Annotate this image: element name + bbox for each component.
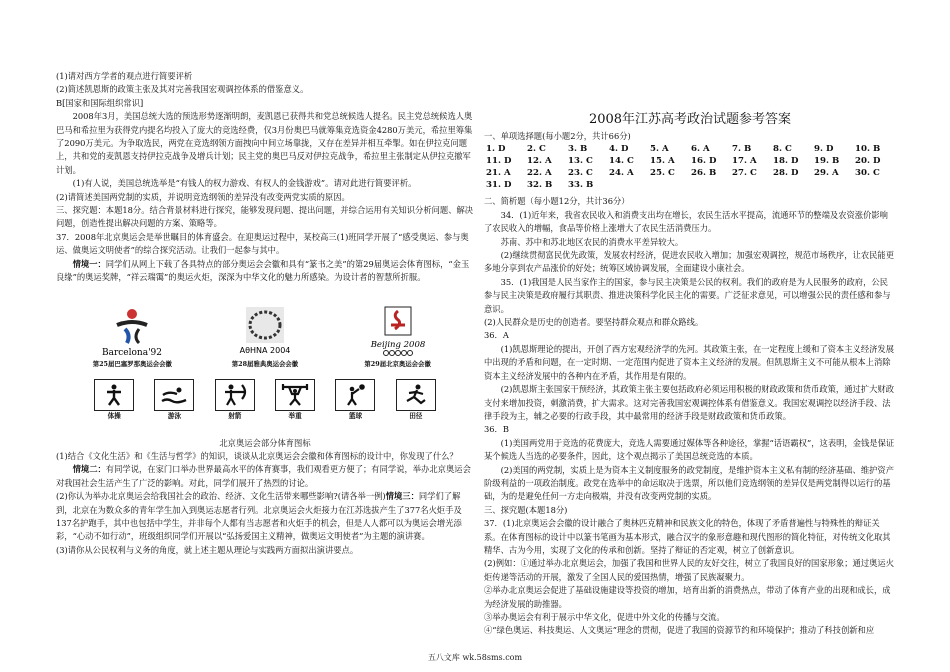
athletics-icon [401,383,431,407]
question-text: 37．2008年北京奥运会是举世瞩目的体育盛会。在迎奥运过程中，某校高三(1)班同学开展了“感受奥运、参与奥运、做奥运文明使者”的综合探究活动。让我们一起参与其中。 [56,231,469,256]
answer-cell: 32. B [527,180,553,191]
answer-cell: 20. D [855,156,881,167]
question-text: (1)结合《文化生活》和《生活与哲学》的知识，谈谈从北京奥运会会徽和体育图标的设计中，你发现了什么？ [56,450,458,461]
answer-cell: 16. D [691,156,717,167]
answer-text: 35．(1)我国是人民当家作主的国家，参与民主决策是公民的权利。我们的政府是为人民服务的政府，公民参与民主决策是政府履行其职责、推进决策科学化民主化的需要。广泛征求意见，可以增强公民的责任感和参与意识。 [484,276,891,314]
pictogram-basketball: 篮球 [335,379,375,421]
pictogram-gymnastics: 体操 [94,379,134,421]
answer-cell: 29. A [814,168,839,179]
answer-text: (1)美国两党用于竞选的花费庞大，竞选人需要通过媒体等各种途径，掌握“话语霸权”，这表明，金钱是保证某个候选人当选的必要条件，因此，这个观点揭示了美国总统竞选的本质。 [484,437,895,462]
answer-cell: 24. A [609,168,634,179]
pictogram-athletics: 田径 [396,379,436,421]
question-text: (3)请你从公民权利与义务的角度，就上述主题从理论与实践两方面拟出演讲要点。 [56,544,359,555]
beijing-emblem [353,305,443,369]
answer-text: (2)继续贯彻富民优先政策，发展农村经济，促进农民收入增加；加强宏观调控，规范市场秩序，让农民能更多地分享到农产品涨价的好处；统筹区域协调发展，全面建设小康社会。 [484,250,895,274]
answer-cell: 30. C [855,168,880,179]
emblem-caption: 第28届雅典奥运会会徽 [231,359,299,368]
answer-cell: 26. B [691,168,717,179]
answer-cell: 14. C [609,156,634,167]
answer-cell: 12. A [527,156,552,167]
section-heading: 一、单项选择题(每小题2分，共计66分) [484,131,631,141]
emblem-row [66,291,464,369]
barcelona-emblem-icon [87,305,177,357]
answer-cell: 13. C [568,156,593,167]
answer-cell: 19. B [814,156,840,167]
answer-cell: 23. C [568,168,593,179]
pictogram-archery: 射箭 [215,379,255,421]
answer-cell: 17. A [732,156,757,167]
footer-watermark: 五八文库 wk.58sms.com [427,653,523,662]
section-heading: 三、探究题(本题18分) [484,504,568,515]
answer-text: (2)例如：①通过举办北京奥运会，加强了我国和世界人民的友好交往，树立了我国良好的国家形象；通过奥运火炬传递等活动的开展，激发了全国人民的爱国热情，增强了民族凝聚力。 [484,558,895,582]
answer-cell: 15. A [650,156,675,167]
weightlifting-icon [280,383,310,407]
answer-cell: 28. D [773,168,799,179]
answer-cell: 3. B [568,144,588,155]
question-text: 2008年3月，美国总统大选的预选形势逐渐明朗，麦凯恩已获得共和党总统候选人提名。民主党总统候选人奥巴马和希拉里为获得党内提名均投入了庞大的竞选经费，仅3月份奥巴马就筹集竞选资金4280万美元，希拉里筹集了2090万美元。为争取选民，两党在竞选纲领方面拽向中间立场靠拢，又存在差异并相互牵掣。如在伊拉克问题上，共和党的麦凯恩支持伊拉克战争及增兵计划；民主党的奥巴马反对伊拉克战争，希拉里主张制定从伊拉克撤军计划。 [56,111,473,175]
answer-text: 37．(1)北京奥运会会徽的设计融合了奥林匹克精神和民族文化的特色，体现了矛盾普遍性与特殊性的辩证关系。在体育图标的设计中以篆书笔画为基本形式，融合汉字的象形意趣和现代图形的简化特征，对传统文化取其精华、古为今用，实现了文化的传承和创新。坚持了辩证的否定观，树立了创新意识。 [484,518,891,555]
section-heading: 三、探究题：本题18分。结合背景材料进行探究，能够发现问题、提出问题，并综合运用有关知识分析问题、解决问题，创造性提出解决问题的方案、策略等。 [56,205,474,229]
answer-cell: 27. C [732,168,757,179]
answer-text: (2)美国的两党制，实质上是为资本主义制度服务的政党制度，是维护资本主义私有制的经济基础、维护资产阶级利益的一项政治制度。政党在选举中的命运取决于选票，所以他们竞选纲领的差异仅是两党制得以运行的基础，为的是避免任何一方走向极端，并没有改变两党制的实质。 [484,464,895,502]
figure-caption: 北京奥运会部分体育图标 [219,437,311,448]
athens-emblem-icon [220,305,310,357]
answer-text: ④“绿色奥运、科技奥运、人文奥运”理念的贯彻，促进了我国的资源节约和环境保护；推动了科技创新和应 [484,625,875,636]
question-text: (2)请简述美国两党制的实质，并说明竞选纲领的差异没有改变两党实质的原因。 [56,191,350,202]
answer-text: 苏南、苏中和苏北地区农民的消费水平差异较大。 [500,236,684,247]
emblem-caption: 第25届巴塞罗那奥运会会徽 [92,359,172,368]
answer-text: 34．(1)近年来，我省农民收入和消费支出均在增长，农民生活水平提高，流通环节的整端及农资涨价影响了农民收入的增幅，食品等价格上涨增大了农民生活消费压力。 [484,209,888,234]
answer-cell: 21. A [486,168,511,179]
answer-text: ③举办奥运会有利于展示中华文化，促进中外文化的传播与交流。 [484,612,725,622]
answer-cell: 9. D [814,144,834,155]
answer-cell: 5. A [650,144,669,155]
gymnastics-icon [99,383,129,407]
basketball-icon [340,383,370,407]
answer-cell: 7. B [732,144,752,155]
answer-cell: 33. B [568,180,594,191]
answer-cell: 4. D [609,144,629,155]
answer-cell: 22. A [527,168,552,179]
pictogram-swimming: 游泳 [154,379,194,421]
scenario-1: 情境一：同学们从网上下载了各具特点的部分奥运会会徽和具有“篆书之美”的第29届奥运会体育图标，“金玉良缘”的奥运奖牌，“祥云瑞霭”的奥运火炬，深深为中华文化的魅力所感染。为设计者的智慧所折服。 [56,258,470,283]
section-label: B[国家和国际组织常识] [56,97,144,108]
question-text: (1)有人说，美国总统选举是“有钱人的权力游戏、有权人的金钱游戏”。请对此进行简要评析。 [72,178,417,189]
pictogram-weightlifting: 举重 [275,379,315,421]
left-column [56,70,474,557]
barcelona-emblem [87,305,177,369]
question-text: (2)简述凯恩斯的政策主张及其对完善我国宏观调控体系的借鉴意义。 [56,84,309,95]
answer-grid [486,143,896,191]
answer-cell: 18. D [773,156,799,167]
beijing-mark: Beijing 2008 [370,339,425,350]
answer-text: (1)凯恩斯理论的提出，开创了西方宏观经济学的先河。其政策主张，在一定程度上缓和了资本主义经济发展中出现的矛盾和问题，在一定时期、一定范围内促进了资本主义经济的发展。但凯恩斯主义不可能从根本上消除资本主义经济发展中的各种内在矛盾，其作用是有限的。 [484,343,895,381]
answer-text: (2)凯恩斯主张国家干预经济，其政策主张主要包括政府必须运用积极的财政政策和货币政策，通过扩大财政支付来增加投资，刺激消费，扩大需求。这对完善我国宏观调控体系有借鉴意义。我国宏观调控以经济手段、法律手段为主，辅之必要的行政手段，其中最常用的经济手段是财政政策和货币政策。 [484,384,895,421]
barcelona-mark: Barcelona'92 [102,347,163,357]
answer-text: ②举办北京奥运会促进了基础设施建设等投资的增加，培育出新的消费热点，带动了体育产业的出现和成长，成为经济发展的助推器。 [484,585,891,609]
scenario-2: 情境二：有同学说，在家门口举办世界最高水平的体育赛事，我们观看更方便了；有同学说，举办北京奥运会对我国社会生活产生了广泛的影响。对此，同学们展开了热烈的讨论。 [56,464,471,488]
archery-icon [220,383,250,407]
answer-title: 2008年江苏高考政治试题参考答案 [588,112,792,127]
athens-emblem [220,305,310,369]
answer-text: 36．B [484,424,509,435]
beijing-emblem-icon [353,305,443,357]
answer-cell: 8. C [773,144,792,155]
answer-cell: 10. B [855,144,881,155]
answer-cell: 31. D [486,180,512,191]
answer-cell: 11. D [486,156,512,167]
answer-cell: 6. A [691,144,710,155]
section-heading: 二、简析题（每小题12分，共计36分） [484,196,630,207]
answer-text: (2)人民群众是历史的创造者。要坚持群众观点和群众路线。 [484,317,704,328]
answer-cell: 1. D [486,144,506,155]
athens-mark: AθHNA 2004 [239,345,291,355]
right-column [484,70,896,638]
question-text: (1)请对西方学者的观点进行简要评析 [56,71,193,81]
answer-cell: 25. C [650,168,675,179]
swimming-icon [159,383,189,407]
scenario-3: (2)你认为举办北京奥运会给我国社会的政治、经济、文化生活带来哪些影响?(请各举一例)情境三：同学们了解到，北京在为数众多的青年学生加入到奥运志愿者行列。北京奥运会火炬接力在江苏选拔产生了377名火炬手及137名护跑手，其中也包括中学生，并非每个人都有当志愿者和火炬手的机会，但是人人都可以为奥运会增光添彩，“心动不如行动”，班级组织同学们开展以“弘扬爱国主义精神，做奥运文明使者”为主题的演讲赛。 [56,491,462,542]
pictogram-row [84,379,446,421]
answer-text: 36．A [484,330,509,341]
answer-cell: 2. C [527,144,546,155]
emblem-caption: 第29届北京奥运会会徽 [364,359,431,368]
